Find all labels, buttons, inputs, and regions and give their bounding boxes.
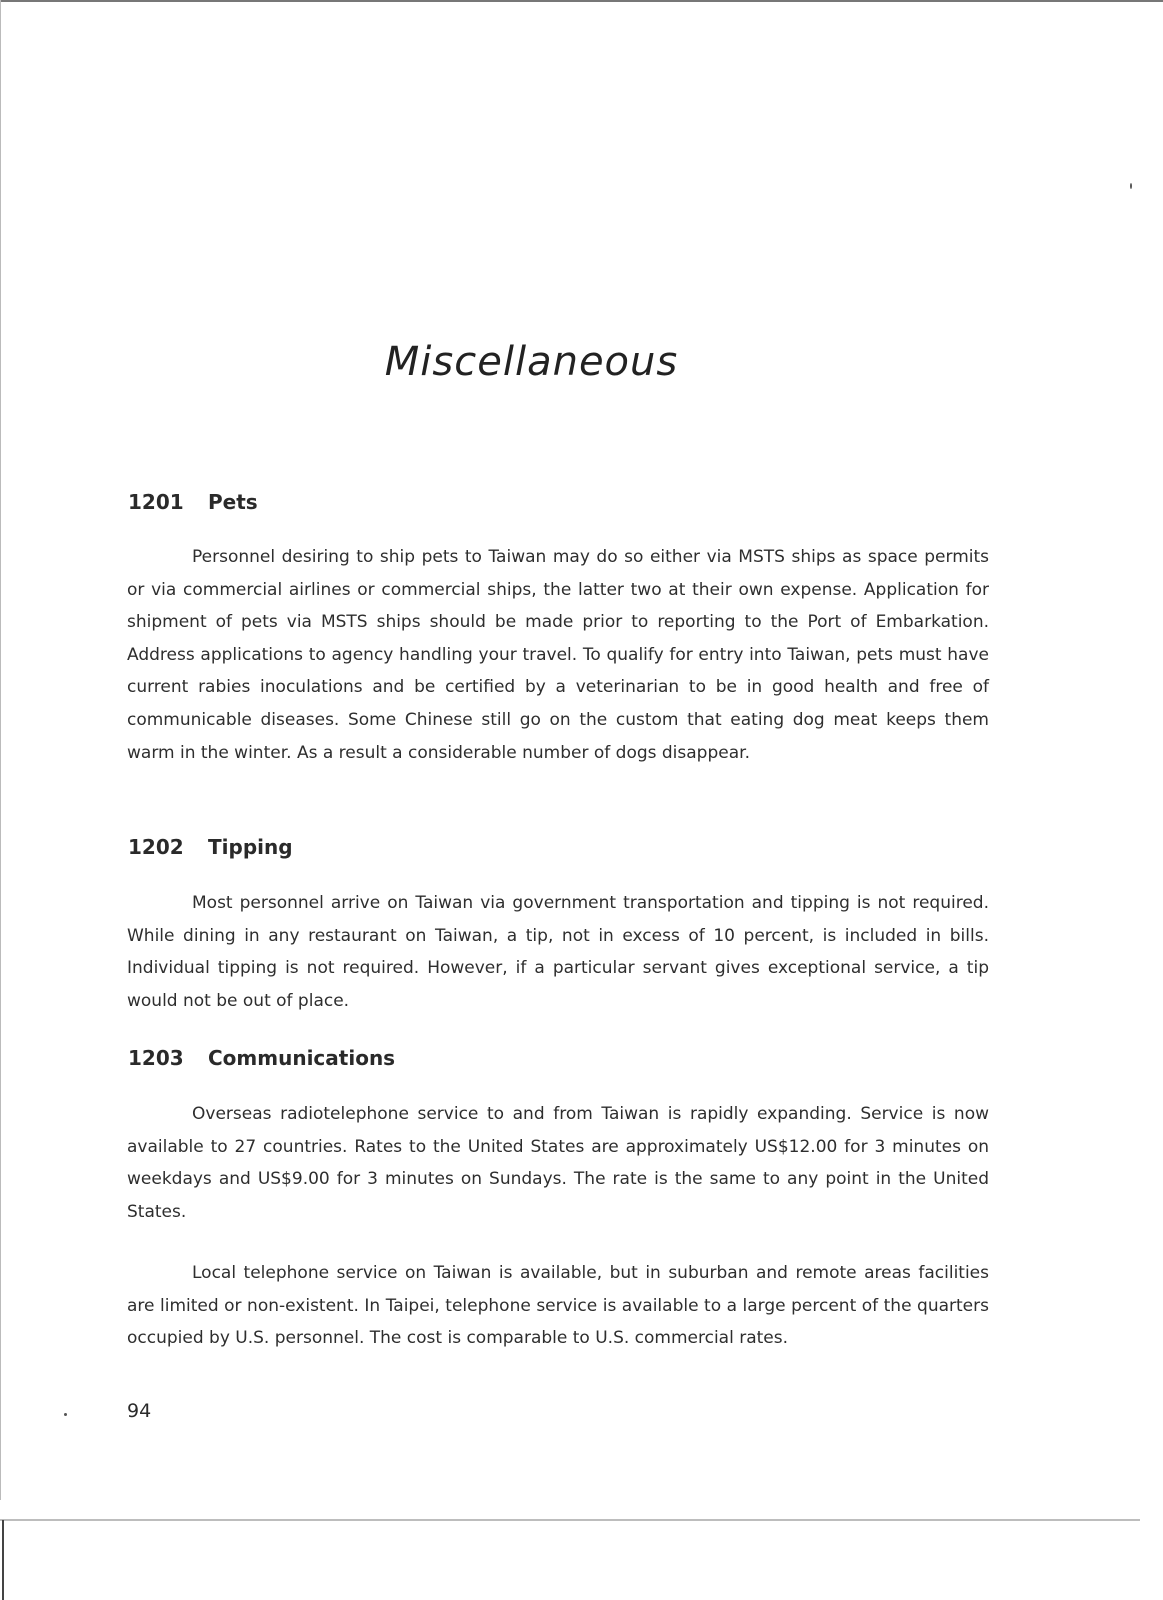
page-title: Miscellaneous bbox=[384, 338, 679, 385]
paragraph-communications-local: Local telephone service on Taiwan is available, but in suburban and remote areas facilities are limited or non-existent. In Taipei, telephone service is available to a large percent of the quarters occupied by U.S. personnel. The cost is comparable to U.S. commercial rates. bbox=[127, 1263, 989, 1349]
section-title: Pets bbox=[208, 490, 258, 514]
section-heading-communications bbox=[128, 1046, 395, 1070]
section-title: Tipping bbox=[208, 835, 293, 859]
scan-speck bbox=[1130, 183, 1132, 189]
section-number: 1202 bbox=[128, 835, 184, 859]
paragraph-pets: Personnel desiring to ship pets to Taiwan may do so either via MSTS ships as space permits or via commercial airlines or commercial ships, the latter two at their own expense. Application for shipment of pets via MSTS ships should be made prior to reporting to the Port of Embarkation. Address applications to agency handling your travel. To qualify for entry into Taiwan, pets must have current rabies inoculations and be certified by a veterinarian to be in good health and free of communicable diseases. Some Chinese still go on the custom that eating dog meat keeps them warm in the winter. As a result a considerable number of dogs disappear. bbox=[127, 547, 989, 763]
page-fold-edge bbox=[2, 1520, 4, 1600]
scan-top-edge bbox=[0, 0, 1163, 2]
section-heading-pets bbox=[128, 490, 258, 514]
page-fold-line bbox=[0, 1519, 1140, 1521]
scan-speck bbox=[64, 1413, 67, 1416]
paragraph-tipping: Most personnel arrive on Taiwan via government transportation and tipping is not required. While dining in any restaurant on Taiwan, a tip, not in excess of 10 percent, is included in bills. Individual tipping is not required. However, if a particular servant gives exceptional service, a tip would not be out of place. bbox=[127, 893, 989, 1011]
page-number: 94 bbox=[127, 1400, 152, 1422]
section-number: 1203 bbox=[128, 1046, 184, 1070]
section-number: 1201 bbox=[128, 490, 184, 514]
paragraph-communications-overseas: Overseas radiotelephone service to and from Taiwan is rapidly expanding. Service is now available to 27 countries. Rates to the United States are approximately US$12.00 for 3 minutes on weekdays and US$9.00 for 3 minutes on Sundays. The rate is the same to any point in the United States. bbox=[127, 1104, 989, 1222]
section-heading-tipping bbox=[128, 835, 293, 859]
section-title: Communications bbox=[208, 1046, 396, 1070]
scan-left-edge bbox=[0, 0, 1, 1500]
